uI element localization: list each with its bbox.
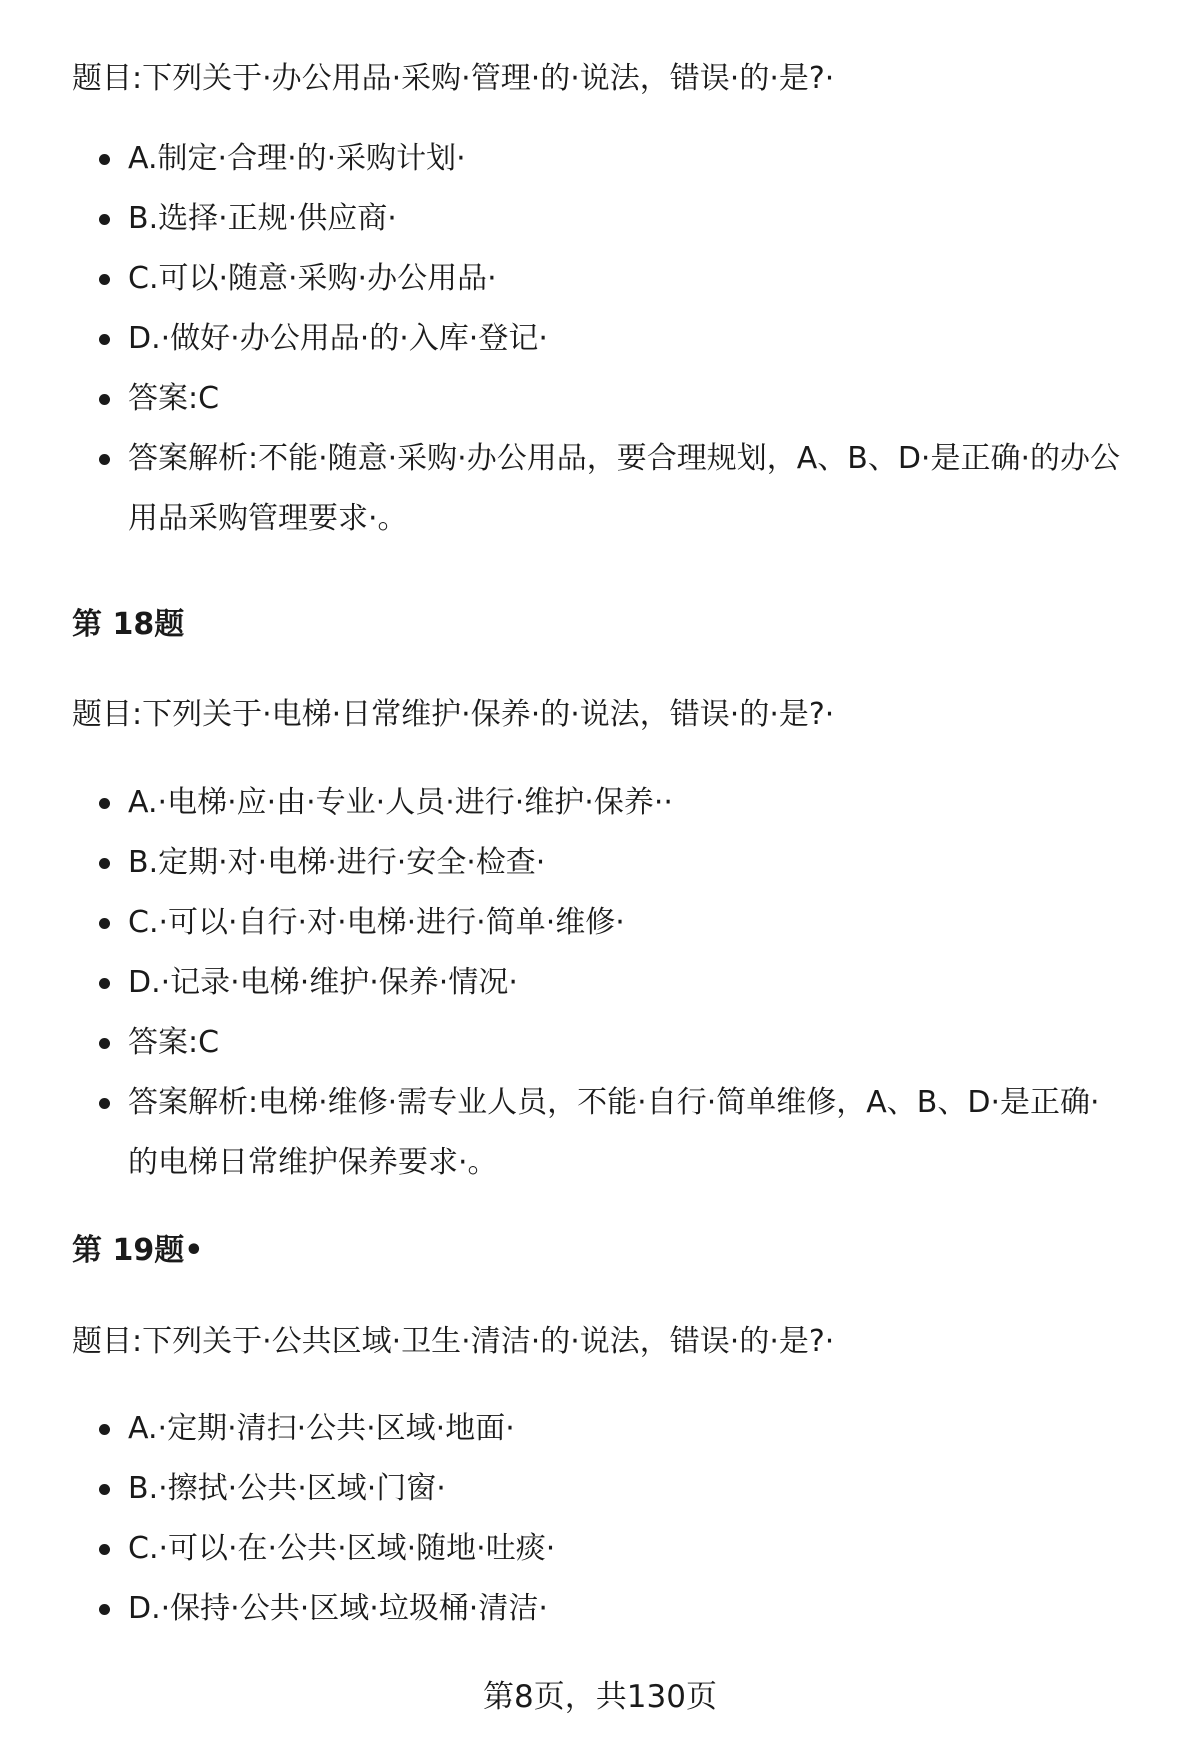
list-item: C.可以·随意·采购·办公用品· xyxy=(72,249,1128,309)
list-item: D.·保持·公共·区域·垃圾桶·清洁· xyxy=(72,1579,555,1639)
bullet-icon xyxy=(99,1424,110,1435)
answer-item: 答案:C xyxy=(72,369,1128,429)
list-item: D.·记录·电梯·维护·保养·情况· xyxy=(72,953,1128,1013)
bullet-icon xyxy=(99,394,110,405)
list-item: C.·可以·在·公共·区域·随地·吐痰· xyxy=(72,1519,555,1579)
bullet-icon xyxy=(99,978,110,989)
q17-options xyxy=(72,129,1128,549)
bullet-icon xyxy=(99,1484,110,1495)
list-item: A.·电梯·应·由·专业·人员·进行·维护·保养·· xyxy=(72,773,1128,833)
list-item: A.制定·合理·的·采购计划· xyxy=(72,129,1128,189)
bullet-icon xyxy=(99,154,110,165)
analysis-item: 答案解析:不能·随意·采购·办公用品，要合理规划，A、B、D·是正确·的办公用品采购管理要求·。 xyxy=(72,429,1128,549)
list-item: A.·定期·清扫·公共·区域·地面· xyxy=(72,1399,555,1459)
list-item: C.·可以·自行·对·电梯·进行·简单·维修· xyxy=(72,893,1128,953)
answer-item: 答案:C xyxy=(72,1013,1128,1073)
page-footer: 第8页，共130页 xyxy=(483,1679,717,1715)
q18-heading: 第 18题 xyxy=(72,607,185,642)
list-item: B.选择·正规·供应商· xyxy=(72,189,1128,249)
bullet-icon xyxy=(99,274,110,285)
bullet-icon xyxy=(99,1098,110,1109)
bullet-icon xyxy=(99,1544,110,1555)
bullet-icon xyxy=(99,918,110,929)
list-item: D.·做好·办公用品·的·入库·登记· xyxy=(72,309,1128,369)
q19-heading: 第 19题• xyxy=(72,1233,204,1268)
analysis-item: 答案解析:电梯·维修·需专业人员，不能·自行·简单维修，A、B、D·是正确·的电梯日常维护保养要求·。 xyxy=(72,1073,1128,1193)
q17-question: 题目:下列关于·办公用品·采购·管理·的·说法，错误·的·是?· xyxy=(72,61,835,96)
bullet-icon xyxy=(99,858,110,869)
q18-question: 题目:下列关于·电梯·日常维护·保养·的·说法，错误·的·是?· xyxy=(72,697,835,732)
bullet-icon xyxy=(99,454,110,465)
bullet-icon xyxy=(99,798,110,809)
bullet-icon xyxy=(99,214,110,225)
q19-question: 题目:下列关于·公共区域·卫生·清洁·的·说法，错误·的·是?· xyxy=(72,1324,835,1359)
bullet-icon xyxy=(99,1604,110,1615)
bullet-icon xyxy=(99,1038,110,1049)
q18-options xyxy=(72,773,1128,1193)
list-item: B.·擦拭·公共·区域·门窗· xyxy=(72,1459,555,1519)
bullet-icon xyxy=(99,334,110,345)
list-item: B.定期·对·电梯·进行·安全·检查· xyxy=(72,833,1128,893)
q19-options xyxy=(72,1399,555,1639)
